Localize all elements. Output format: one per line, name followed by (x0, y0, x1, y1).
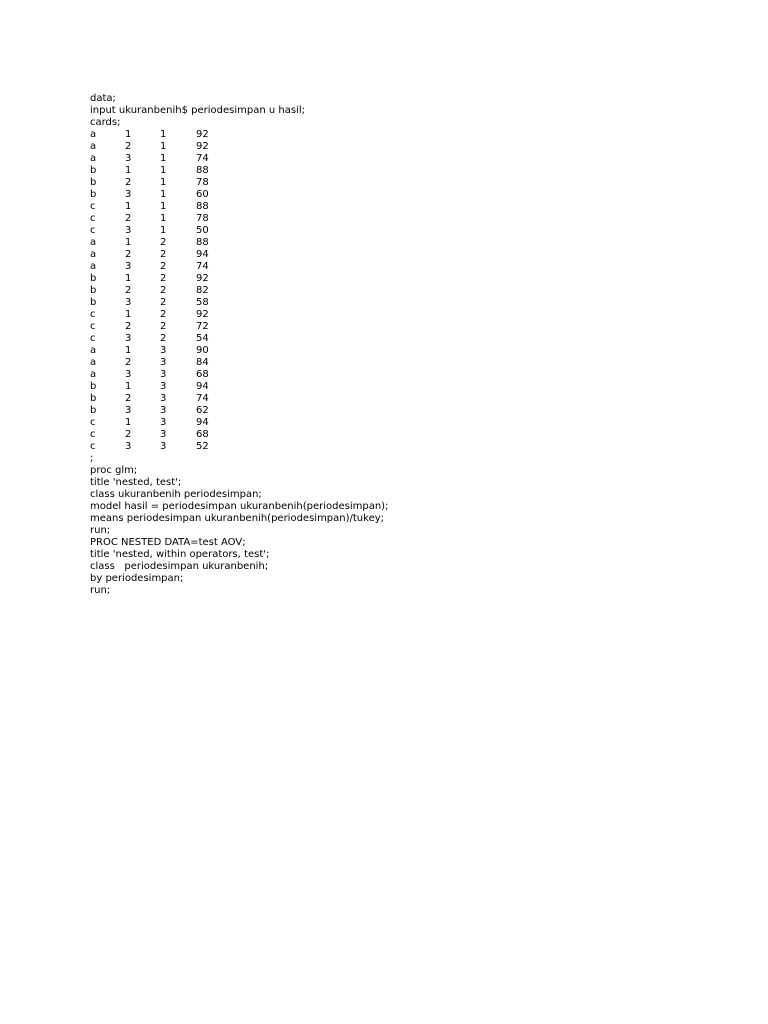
data-row (90, 213, 290, 225)
code-line: run; (90, 585, 111, 596)
code-line: data; (90, 93, 116, 104)
hasil-cell: 68 (196, 369, 209, 380)
code-line: means periodesimpan ukuranbenih(periodesimpan)/tukey; (90, 513, 385, 524)
data-row (90, 297, 290, 309)
ukuranbenih-cell: c (90, 333, 96, 344)
hasil-cell: 50 (196, 225, 209, 236)
ukuranbenih-cell: b (90, 285, 97, 296)
u-cell: 1 (125, 309, 132, 320)
u-cell: 3 (125, 333, 132, 344)
periodesimpan-cell: 3 (160, 357, 167, 368)
ukuranbenih-cell: a (90, 237, 97, 248)
periodesimpan-cell: 1 (160, 201, 167, 212)
hasil-cell: 94 (196, 417, 209, 428)
data-row (90, 177, 290, 189)
footer-lines (90, 453, 388, 597)
periodesimpan-cell: 2 (160, 309, 167, 320)
data-row (90, 141, 290, 153)
periodesimpan-cell: 1 (160, 177, 167, 188)
periodesimpan-cell: 3 (160, 393, 167, 404)
ukuranbenih-cell: a (90, 369, 97, 380)
code-line: cards; (90, 117, 121, 128)
data-row (90, 441, 290, 453)
periodesimpan-cell: 1 (160, 165, 167, 176)
data-row (90, 237, 290, 249)
data-row (90, 129, 290, 141)
u-cell: 1 (125, 345, 132, 356)
hasil-cell: 88 (196, 165, 209, 176)
periodesimpan-cell: 1 (160, 213, 167, 224)
ukuranbenih-cell: c (90, 225, 96, 236)
ukuranbenih-cell: c (90, 441, 96, 452)
ukuranbenih-cell: c (90, 417, 96, 428)
sas-code-block (90, 93, 388, 597)
hasil-cell: 92 (196, 129, 209, 140)
code-line: by periodesimpan; (90, 573, 184, 584)
hasil-cell: 94 (196, 381, 209, 392)
periodesimpan-cell: 1 (160, 141, 167, 152)
ukuranbenih-cell: b (90, 297, 97, 308)
periodesimpan-cell: 2 (160, 261, 167, 272)
u-cell: 1 (125, 165, 132, 176)
hasil-cell: 92 (196, 273, 209, 284)
periodesimpan-cell: 2 (160, 321, 167, 332)
data-row (90, 345, 290, 357)
ukuranbenih-cell: c (90, 201, 96, 212)
data-row (90, 201, 290, 213)
ukuranbenih-cell: b (90, 273, 97, 284)
hasil-cell: 52 (196, 441, 209, 452)
data-row (90, 189, 290, 201)
u-cell: 1 (125, 417, 132, 428)
periodesimpan-cell: 3 (160, 369, 167, 380)
code-line: model hasil = periodesimpan ukuranbenih(periodesimpan); (90, 501, 389, 512)
hasil-cell: 74 (196, 393, 209, 404)
ukuranbenih-cell: a (90, 261, 97, 272)
data-row (90, 165, 290, 177)
u-cell: 1 (125, 237, 132, 248)
u-cell: 2 (125, 249, 132, 260)
ukuranbenih-cell: b (90, 189, 97, 200)
code-line: PROC NESTED DATA=test AOV; (90, 537, 246, 548)
periodesimpan-cell: 2 (160, 297, 167, 308)
hasil-cell: 90 (196, 345, 209, 356)
data-row (90, 417, 290, 429)
hasil-cell: 62 (196, 405, 209, 416)
u-cell: 1 (125, 381, 132, 392)
hasil-cell: 92 (196, 309, 209, 320)
periodesimpan-cell: 3 (160, 441, 167, 452)
header-lines (90, 93, 388, 129)
code-line: class ukuranbenih periodesimpan; (90, 489, 262, 500)
hasil-cell: 88 (196, 201, 209, 212)
periodesimpan-cell: 1 (160, 189, 167, 200)
periodesimpan-cell: 3 (160, 429, 167, 440)
code-line: title 'nested, within operators, test'; (90, 549, 270, 560)
hasil-cell: 58 (196, 297, 209, 308)
ukuranbenih-cell: b (90, 165, 97, 176)
data-row (90, 249, 290, 261)
hasil-cell: 60 (196, 189, 209, 200)
u-cell: 3 (125, 189, 132, 200)
u-cell: 3 (125, 153, 132, 164)
periodesimpan-cell: 2 (160, 249, 167, 260)
ukuranbenih-cell: a (90, 129, 97, 140)
u-cell: 2 (125, 177, 132, 188)
hasil-cell: 74 (196, 261, 209, 272)
data-row (90, 309, 290, 321)
u-cell: 3 (125, 261, 132, 272)
data-rows (90, 129, 388, 453)
u-cell: 3 (125, 225, 132, 236)
hasil-cell: 68 (196, 429, 209, 440)
periodesimpan-cell: 1 (160, 225, 167, 236)
ukuranbenih-cell: c (90, 213, 96, 224)
u-cell: 2 (125, 357, 132, 368)
periodesimpan-cell: 2 (160, 273, 167, 284)
data-row (90, 381, 290, 393)
code-line: title 'nested, test'; (90, 477, 182, 488)
u-cell: 2 (125, 393, 132, 404)
data-row (90, 225, 290, 237)
ukuranbenih-cell: c (90, 309, 96, 320)
hasil-cell: 84 (196, 357, 209, 368)
periodesimpan-cell: 1 (160, 129, 167, 140)
code-line: run; (90, 525, 111, 536)
u-cell: 3 (125, 297, 132, 308)
hasil-cell: 78 (196, 213, 209, 224)
hasil-cell: 94 (196, 249, 209, 260)
periodesimpan-cell: 3 (160, 345, 167, 356)
u-cell: 1 (125, 129, 132, 140)
periodesimpan-cell: 2 (160, 237, 167, 248)
u-cell: 2 (125, 141, 132, 152)
hasil-cell: 92 (196, 141, 209, 152)
u-cell: 1 (125, 201, 132, 212)
ukuranbenih-cell: b (90, 405, 97, 416)
ukuranbenih-cell: b (90, 177, 97, 188)
data-row (90, 405, 290, 417)
data-row (90, 285, 290, 297)
data-row (90, 429, 290, 441)
code-line: proc glm; (90, 465, 138, 476)
ukuranbenih-cell: a (90, 141, 97, 152)
ukuranbenih-cell: a (90, 357, 97, 368)
hasil-cell: 82 (196, 285, 209, 296)
u-cell: 3 (125, 369, 132, 380)
ukuranbenih-cell: b (90, 393, 97, 404)
data-row (90, 393, 290, 405)
periodesimpan-cell: 2 (160, 285, 167, 296)
periodesimpan-cell: 1 (160, 153, 167, 164)
periodesimpan-cell: 2 (160, 333, 167, 344)
hasil-cell: 78 (196, 177, 209, 188)
u-cell: 3 (125, 441, 132, 452)
ukuranbenih-cell: c (90, 429, 96, 440)
hasil-cell: 88 (196, 237, 209, 248)
data-row (90, 321, 290, 333)
data-row (90, 273, 290, 285)
u-cell: 3 (125, 405, 132, 416)
u-cell: 2 (125, 213, 132, 224)
hasil-cell: 72 (196, 321, 209, 332)
data-row (90, 153, 290, 165)
ukuranbenih-cell: a (90, 249, 97, 260)
periodesimpan-cell: 3 (160, 381, 167, 392)
data-row (90, 261, 290, 273)
code-line: class periodesimpan ukuranbenih; (90, 561, 269, 572)
hasil-cell: 54 (196, 333, 209, 344)
data-row (90, 357, 290, 369)
ukuranbenih-cell: a (90, 153, 97, 164)
u-cell: 2 (125, 321, 132, 332)
u-cell: 1 (125, 273, 132, 284)
ukuranbenih-cell: c (90, 321, 96, 332)
ukuranbenih-cell: b (90, 381, 97, 392)
code-line: ; (90, 453, 94, 464)
hasil-cell: 74 (196, 153, 209, 164)
periodesimpan-cell: 3 (160, 405, 167, 416)
u-cell: 2 (125, 429, 132, 440)
data-row (90, 369, 290, 381)
data-row (90, 333, 290, 345)
code-line: input ukuranbenih$ periodesimpan u hasil; (90, 105, 305, 116)
periodesimpan-cell: 3 (160, 417, 167, 428)
u-cell: 2 (125, 285, 132, 296)
ukuranbenih-cell: a (90, 345, 97, 356)
